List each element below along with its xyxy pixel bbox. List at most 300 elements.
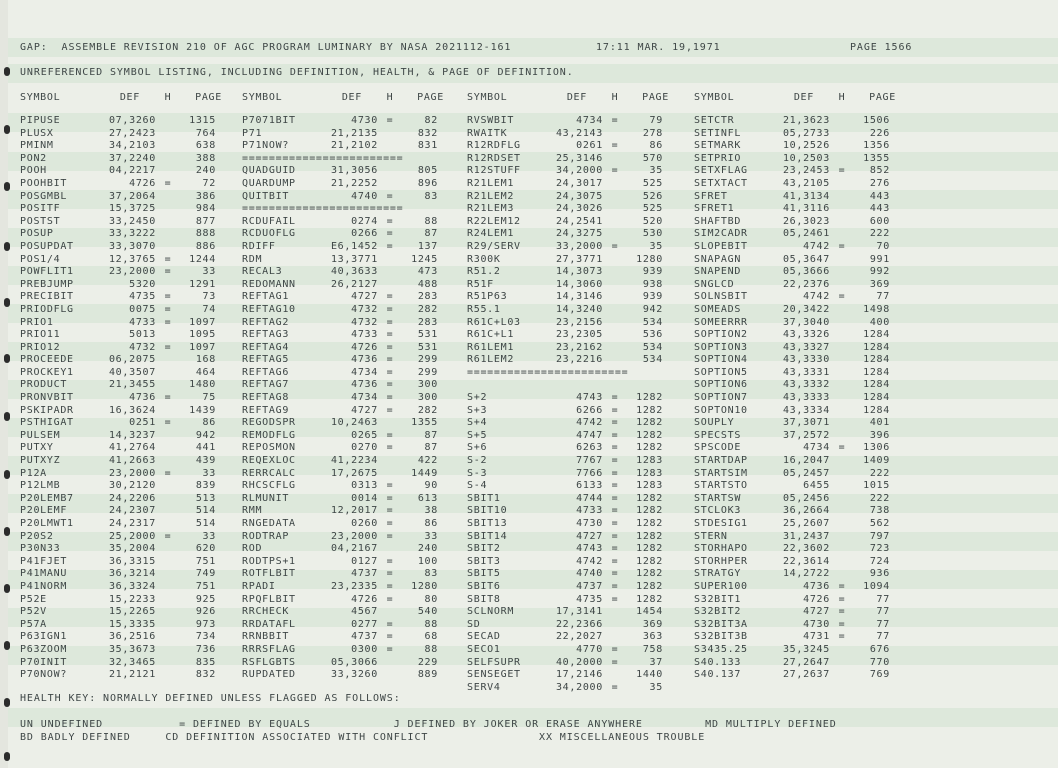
symbol-name: S32BIT1 — [694, 593, 742, 605]
symbol-page: 282 — [417, 303, 438, 315]
column-header-def: DEF — [119, 92, 140, 103]
symbol-page: 88 — [424, 215, 438, 227]
symbol-health: = — [611, 568, 619, 580]
symbol-row — [20, 417, 245, 430]
symbol-page: 1440 — [636, 669, 663, 681]
symbol-def: 33,2450 — [108, 215, 156, 227]
symbol-row — [20, 493, 245, 506]
symbol-row — [20, 505, 245, 518]
symbol-row — [20, 619, 245, 632]
symbol-name: SNGLCD — [694, 278, 735, 290]
symbol-row — [694, 442, 919, 455]
symbol-name: POS1/4 — [20, 253, 61, 265]
symbol-def: 21,2252 — [330, 177, 378, 189]
symbol-name: SETMARK — [694, 140, 742, 152]
symbol-row — [467, 480, 692, 493]
symbol-def: 33,2000 — [555, 240, 603, 252]
symbol-name: S32BIT3B — [694, 631, 748, 643]
symbol-name: POWFLIT1 — [20, 266, 74, 278]
symbol-name: PSKIPADR — [20, 404, 74, 416]
symbol-name: SBIT3 — [467, 555, 501, 567]
symbol-page: 276 — [869, 177, 890, 189]
symbol-page: 1284 — [863, 392, 890, 404]
symbol-row — [694, 203, 919, 216]
symbol-def: 0270 — [351, 442, 378, 454]
symbol-page: 751 — [195, 580, 216, 592]
symbol-page: 439 — [195, 455, 216, 467]
symbol-def: 0265 — [351, 429, 378, 441]
symbol-def: 4726 — [351, 593, 378, 605]
symbol-health: = — [164, 530, 172, 542]
symbol-health: = — [386, 580, 394, 592]
symbol-def: 27,2647 — [782, 656, 830, 668]
symbol-def: 22,3614 — [782, 555, 830, 567]
symbol-name: SD — [467, 618, 481, 630]
symbol-row — [242, 379, 467, 392]
symbol-def: 4742 — [803, 240, 830, 252]
symbol-row — [20, 568, 245, 581]
symbol-name: STARTDAP — [694, 455, 748, 467]
symbol-row — [20, 657, 245, 670]
symbol-name: R21LEM3 — [467, 203, 515, 215]
symbol-row — [242, 140, 467, 153]
symbol-health: = — [386, 240, 394, 252]
symbol-def: 4743 — [576, 543, 603, 555]
symbol-def: 14,3073 — [555, 266, 603, 278]
symbol-row — [694, 657, 919, 670]
symbol-page: 531 — [417, 329, 438, 341]
symbol-page: 738 — [869, 505, 890, 517]
symbol-name: PRECIBIT — [20, 291, 74, 303]
symbol-health: = — [164, 316, 172, 328]
symbol-name: POOHBIT — [20, 177, 68, 189]
symbol-row — [467, 493, 692, 506]
symbol-def: 43,3326 — [782, 329, 830, 341]
tractor-hole — [4, 527, 10, 536]
symbol-def: 43,3331 — [782, 366, 830, 378]
symbol-def: 36,2516 — [108, 631, 156, 643]
symbol-health: = — [611, 480, 619, 492]
symbol-name: R24LEM1 — [467, 228, 515, 240]
symbol-page: 1282 — [636, 442, 663, 454]
symbol-page: 1282 — [636, 505, 663, 517]
symbol-row — [467, 405, 692, 418]
symbol-page: 35 — [649, 165, 663, 177]
symbol-row — [467, 430, 692, 443]
symbol-def: 14,3240 — [555, 303, 603, 315]
symbol-row — [20, 556, 245, 569]
symbol-page: 33 — [202, 530, 216, 542]
symbol-name: STERN — [694, 530, 728, 542]
symbol-page: 464 — [195, 366, 216, 378]
symbol-page: 229 — [417, 656, 438, 668]
symbol-def: 40,2000 — [555, 656, 603, 668]
symbol-def: 4742 — [803, 291, 830, 303]
symbol-row — [242, 342, 467, 355]
symbol-def: 21,2135 — [330, 127, 378, 139]
symbol-def: 4730 — [803, 618, 830, 630]
symbol-health: = — [164, 291, 172, 303]
tractor-hole — [4, 298, 10, 307]
symbol-page: 1282 — [636, 530, 663, 542]
tractor-hole — [4, 67, 10, 76]
symbol-def: 43,3330 — [782, 354, 830, 366]
column-header-page: PAGE — [642, 92, 669, 103]
symbol-health: = — [611, 593, 619, 605]
symbol-page: 87 — [424, 429, 438, 441]
symbol-name: PRIODFLG — [20, 303, 74, 315]
column-header-page: PAGE — [195, 92, 222, 103]
symbol-row — [694, 228, 919, 241]
symbol-def: 32,3465 — [108, 656, 156, 668]
symbol-page: 991 — [869, 253, 890, 265]
symbol-page: 86 — [649, 140, 663, 152]
symbol-name: S+2 — [467, 392, 488, 404]
symbol-page: 939 — [642, 291, 663, 303]
symbol-page: 613 — [417, 492, 438, 504]
symbol-page: 82 — [424, 115, 438, 126]
symbol-name: SIM2CADR — [694, 228, 748, 240]
symbol-name: SOPTION6 — [694, 379, 748, 391]
health-key-line-1: UN UNDEFINED = DEFINED BY EQUALS J DEFINED BY JOKER OR ERASE ANYWHERE MD MULTIPLY DEFINED — [20, 719, 837, 730]
symbol-row — [242, 493, 467, 506]
symbol-def: 4740 — [576, 568, 603, 580]
symbol-row — [242, 317, 467, 330]
symbol-def: 24,2317 — [108, 518, 156, 529]
symbol-row — [242, 442, 467, 455]
symbol-name: QUARDUMP — [242, 177, 296, 189]
symbol-def: 4736 — [351, 379, 378, 391]
symbol-name: R61C+L03 — [467, 316, 521, 328]
symbol-row — [694, 505, 919, 518]
symbol-def: 21,3623 — [782, 115, 830, 126]
symbol-page: 797 — [869, 530, 890, 542]
symbol-row — [694, 128, 919, 141]
symbol-health: = — [386, 115, 394, 126]
symbol-name: PREBJUMP — [20, 278, 74, 290]
symbol-name: SELFSUPR — [467, 656, 521, 668]
symbol-page: 749 — [195, 568, 216, 580]
symbol-def: 04,2167 — [330, 543, 378, 555]
symbol-page: 77 — [876, 631, 890, 643]
symbol-page: 72 — [202, 177, 216, 189]
symbol-row — [20, 266, 245, 279]
symbol-name: RLMUNIT — [242, 492, 290, 504]
symbol-health: = — [611, 580, 619, 592]
symbol-row — [242, 367, 467, 380]
symbol-health: = — [164, 303, 172, 315]
symbol-page: 526 — [642, 190, 663, 202]
symbol-row — [242, 128, 467, 141]
symbol-health: = — [611, 467, 619, 479]
symbol-row — [467, 682, 692, 695]
symbol-page: 770 — [869, 656, 890, 668]
symbol-row — [467, 556, 692, 569]
symbol-row — [20, 631, 245, 644]
symbol-row — [20, 455, 245, 468]
symbol-page: 1355 — [411, 417, 438, 429]
symbol-health: = — [386, 618, 394, 630]
symbol-name: SBIT5 — [467, 568, 501, 580]
symbol-def: 5320 — [129, 278, 156, 290]
symbol-page: 939 — [642, 266, 663, 278]
symbol-def: 23,2156 — [555, 316, 603, 328]
symbol-name: RRRSFLAG — [242, 643, 296, 655]
symbol-page: 1282 — [636, 555, 663, 567]
symbol-page: 35 — [649, 240, 663, 252]
symbol-row — [694, 266, 919, 279]
symbol-name: SNAPAGN — [694, 253, 742, 265]
tractor-hole — [4, 354, 10, 363]
symbol-page: 386 — [195, 190, 216, 202]
symbol-row — [20, 531, 245, 544]
symbol-page: 226 — [869, 127, 890, 139]
symbol-row — [20, 216, 245, 229]
symbol-def: 4740 — [351, 190, 378, 202]
symbol-def: 34,2000 — [555, 681, 603, 693]
symbol-def: 24,3075 — [555, 190, 603, 202]
symbol-row — [242, 594, 467, 607]
tractor-hole — [4, 470, 10, 479]
symbol-name: P20LEMF — [20, 505, 68, 517]
symbol-row — [467, 228, 692, 241]
symbol-page: 936 — [869, 568, 890, 580]
symbol-def: 10,2503 — [782, 152, 830, 164]
column-header-symbol: SYMBOL — [467, 92, 508, 103]
symbol-health: = — [386, 643, 394, 655]
symbol-page: 723 — [869, 543, 890, 555]
symbol-name: P71NOW? — [242, 140, 290, 152]
symbol-row — [20, 379, 245, 392]
symbol-health: = — [386, 404, 394, 416]
symbol-health: = — [611, 240, 619, 252]
tractor-hole — [4, 125, 10, 134]
symbol-page: 1284 — [863, 354, 890, 366]
symbol-row — [242, 430, 467, 443]
symbol-def: 20,3422 — [782, 303, 830, 315]
symbol-row — [242, 405, 467, 418]
symbol-name: P63ZOOM — [20, 643, 68, 655]
symbol-name: S-2 — [467, 455, 488, 467]
symbol-page: 973 — [195, 618, 216, 630]
symbol-row — [20, 115, 245, 128]
symbol-page: 300 — [417, 379, 438, 391]
symbol-page: 536 — [642, 329, 663, 341]
symbol-def: 24,3017 — [555, 177, 603, 189]
symbol-row — [467, 392, 692, 405]
symbol-def: 17,2675 — [330, 467, 378, 479]
symbol-def: 23,2162 — [555, 341, 603, 353]
symbol-def: 22,2366 — [555, 618, 603, 630]
symbol-row — [20, 241, 245, 254]
symbol-health: = — [838, 618, 846, 630]
symbol-name: REGODSPR — [242, 417, 296, 429]
symbol-page: 534 — [642, 341, 663, 353]
symbol-row — [20, 329, 245, 342]
symbol-page: 832 — [417, 127, 438, 139]
symbol-def: 43,3332 — [782, 379, 830, 391]
separator-line: ======================== — [467, 366, 629, 378]
symbol-name: SBIT8 — [467, 593, 501, 605]
print-time: 17:11 MAR. 19,1971 — [596, 42, 721, 53]
symbol-name: R61LEM2 — [467, 354, 515, 366]
symbol-name: SOPTON10 — [694, 404, 748, 416]
symbol-page: 938 — [642, 278, 663, 290]
symbol-row — [467, 279, 692, 292]
symbol-page: 1015 — [863, 480, 890, 492]
symbol-name: S40.133 — [694, 656, 742, 668]
symbol-name: SOPTION7 — [694, 392, 748, 404]
column-header-h: H — [386, 92, 394, 103]
symbol-def: 37,2572 — [782, 429, 830, 441]
symbol-row — [694, 379, 919, 392]
symbol-page: 137 — [417, 240, 438, 252]
symbol-def: 4726 — [351, 341, 378, 353]
symbol-page: 888 — [195, 228, 216, 240]
symbol-page: 168 — [195, 354, 216, 366]
symbol-def: 4731 — [803, 631, 830, 643]
symbol-name: REFTAG7 — [242, 379, 290, 391]
symbol-health: = — [164, 392, 172, 404]
symbol-row — [20, 254, 245, 267]
symbol-row — [467, 128, 692, 141]
symbol-def: 6455 — [803, 480, 830, 492]
symbol-def: 26,3023 — [782, 215, 830, 227]
column-header-page: PAGE — [417, 92, 444, 103]
symbol-name: QUADGUID — [242, 165, 296, 177]
symbol-health: = — [611, 518, 619, 529]
symbol-def: 5013 — [129, 329, 156, 341]
symbol-row — [467, 543, 692, 556]
symbol-page: 1506 — [863, 115, 890, 126]
symbol-name: RDIFF — [242, 240, 276, 252]
symbol-name: SOPTION3 — [694, 341, 748, 353]
symbol-health: = — [611, 392, 619, 404]
symbol-row — [20, 279, 245, 292]
symbol-row — [467, 442, 692, 455]
symbol-name: RCDUFAIL — [242, 215, 296, 227]
symbol-page: 1282 — [636, 392, 663, 404]
symbol-name: STARTSTO — [694, 480, 748, 492]
symbol-def: 33,3070 — [108, 240, 156, 252]
symbol-def: 36,3214 — [108, 568, 156, 580]
symbol-page: 88 — [424, 618, 438, 630]
tractor-hole — [4, 698, 10, 707]
symbol-def: 4727 — [803, 606, 830, 618]
symbol-health: = — [386, 555, 394, 567]
symbol-name: RUPDATED — [242, 669, 296, 681]
symbol-row — [694, 279, 919, 292]
symbol-health: = — [611, 115, 619, 126]
symbol-health: = — [611, 455, 619, 467]
symbol-page: 283 — [417, 291, 438, 303]
symbol-def: 41,3134 — [782, 190, 830, 202]
symbol-page: 37 — [649, 656, 663, 668]
symbol-row — [694, 254, 919, 267]
symbol-name: R55.1 — [467, 303, 501, 315]
column-header-page: PAGE — [869, 92, 896, 103]
symbol-row — [694, 455, 919, 468]
symbol-name: RPADI — [242, 580, 276, 592]
symbol-health: = — [611, 165, 619, 177]
symbol-page: 1245 — [411, 253, 438, 265]
column-header-h: H — [838, 92, 846, 103]
symbol-row — [694, 392, 919, 405]
symbol-health: = — [611, 417, 619, 429]
symbol-name: SFRET1 — [694, 203, 735, 215]
symbol-name: REPOSMON — [242, 442, 296, 454]
symbol-name: R29/SERV — [467, 240, 521, 252]
symbol-def: 25,2607 — [782, 518, 830, 529]
symbol-page: 240 — [417, 543, 438, 555]
symbol-def: 23,2216 — [555, 354, 603, 366]
symbol-row — [467, 317, 692, 330]
symbol-def: 4734 — [351, 392, 378, 404]
symbol-row — [467, 329, 692, 342]
symbol-name: REQEXLOC — [242, 455, 296, 467]
symbol-row — [242, 644, 467, 657]
symbol-row — [242, 115, 467, 128]
symbol-row — [20, 140, 245, 153]
symbol-def: 31,3056 — [330, 165, 378, 177]
symbol-row — [467, 644, 692, 657]
symbol-page: 676 — [869, 643, 890, 655]
symbol-def: 33,3260 — [330, 669, 378, 681]
symbol-def: 4737 — [576, 580, 603, 592]
symbol-page: 1283 — [636, 467, 663, 479]
symbol-health: = — [386, 593, 394, 605]
symbol-def: 22,2376 — [782, 278, 830, 290]
symbol-row — [467, 594, 692, 607]
symbol-def: 4735 — [576, 593, 603, 605]
symbol-row — [694, 354, 919, 367]
symbol-def: 4567 — [351, 606, 378, 618]
symbol-name: POSUPDAT — [20, 240, 74, 252]
symbol-name: P20LEMB7 — [20, 492, 74, 504]
symbol-page: 222 — [869, 467, 890, 479]
symbol-name: REFTAG9 — [242, 404, 290, 416]
symbol-def: 37,3040 — [782, 316, 830, 328]
symbol-page: 75 — [202, 392, 216, 404]
symbol-name: SUPER100 — [694, 580, 748, 592]
tractor-hole — [4, 641, 10, 650]
symbol-name: P41MANU — [20, 568, 68, 580]
symbol-row — [242, 669, 467, 682]
symbol-page: 734 — [195, 631, 216, 643]
symbol-def: 4747 — [576, 429, 603, 441]
symbol-name: REFTAG1 — [242, 291, 290, 303]
symbol-page: 1282 — [636, 492, 663, 504]
symbol-name: S+5 — [467, 429, 488, 441]
symbol-name: SECO1 — [467, 643, 501, 655]
symbol-page: 764 — [195, 127, 216, 139]
symbol-row — [467, 165, 692, 178]
symbol-name: RECAL3 — [242, 266, 283, 278]
tractor-hole — [4, 752, 10, 761]
symbol-page: 83 — [424, 190, 438, 202]
symbol-health: = — [611, 656, 619, 668]
symbol-health: = — [611, 404, 619, 416]
symbol-row — [694, 531, 919, 544]
symbol-row — [242, 556, 467, 569]
symbol-def: 4730 — [576, 518, 603, 529]
symbol-name: SOPTION5 — [694, 366, 748, 378]
symbol-name: RDM — [242, 253, 263, 265]
symbol-page: 805 — [417, 165, 438, 177]
symbol-def: 31,2437 — [782, 530, 830, 542]
column-header-row — [242, 92, 467, 105]
tractor-hole — [4, 242, 10, 251]
